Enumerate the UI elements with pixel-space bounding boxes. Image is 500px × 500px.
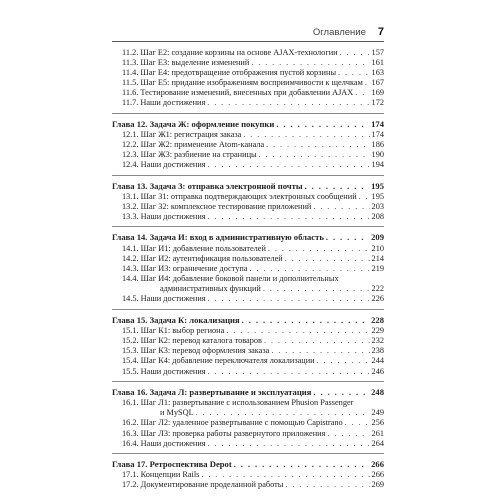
toc-chapter-heading bbox=[112, 459, 384, 470]
toc-entry bbox=[112, 48, 384, 58]
toc-entry-title: 14.1. Шаг И1: добавление пользователей bbox=[122, 244, 266, 253]
toc-leader-dots bbox=[208, 294, 370, 304]
toc-entry bbox=[112, 356, 384, 366]
toc-entry-page: 172 bbox=[371, 98, 384, 108]
toc-entry bbox=[112, 254, 384, 264]
toc-leader-dots bbox=[305, 181, 370, 192]
toc-leader-dots bbox=[285, 480, 369, 490]
toc-entry bbox=[112, 336, 384, 346]
toc-entry-title: 15.1. Шаг К1: выбор региона bbox=[122, 326, 225, 336]
toc-entry bbox=[112, 140, 384, 150]
toc-entry-continuation bbox=[122, 284, 384, 294]
toc-entry-page: 261 bbox=[371, 428, 384, 438]
toc-entry-page: 214 bbox=[371, 254, 384, 264]
toc-chapter-heading bbox=[112, 119, 384, 130]
running-header-title: Оглавление bbox=[312, 27, 366, 38]
toc-entry-title: 11.4. Шаг E4: предотвращение отображения пустой корзины bbox=[122, 68, 337, 78]
toc-entry bbox=[112, 294, 384, 304]
toc-entry-title: 11.5. Шаг E5: придание изображениям восприимчивости к щелчкам bbox=[122, 78, 363, 88]
toc-entry bbox=[112, 130, 384, 140]
toc-leader-dots bbox=[266, 140, 369, 150]
toc-leader-dots bbox=[345, 418, 370, 428]
toc-entry bbox=[112, 78, 384, 88]
toc-entry bbox=[112, 346, 384, 356]
toc-entry-page: 266 bbox=[371, 470, 384, 480]
toc-leader-dots bbox=[264, 336, 370, 346]
toc-entry bbox=[112, 326, 384, 336]
toc-entry-page: 244 bbox=[371, 356, 384, 366]
toc-entry-page: 229 bbox=[371, 326, 384, 336]
toc-leader-dots bbox=[207, 98, 369, 108]
toc-entry bbox=[112, 429, 384, 439]
toc-chapter-title: Глава 14. Задача И: вход в административную область bbox=[112, 232, 324, 243]
toc-entry-title: 15.4. Шаг К4: добавление переключателя локализации bbox=[122, 356, 315, 366]
toc-leader-dots bbox=[271, 346, 369, 356]
toc-entry-title: 11.2. Шаг E2: создание корзины на основе AJAX-технологии bbox=[122, 48, 338, 57]
toc-entry-page: 208 bbox=[371, 212, 384, 222]
toc-entry-page: 232 bbox=[371, 336, 384, 346]
toc-entry-title: 13.2. Шаг З2: комплексное тестирование приложений bbox=[122, 202, 312, 212]
toc-entry-page: 210 bbox=[371, 244, 384, 253]
toc-entry bbox=[112, 418, 384, 428]
toc-section-11-continued bbox=[112, 48, 384, 109]
toc-chapter-16 bbox=[112, 381, 384, 449]
toc-chapter-title: Глава 12. Задача Ж: оформление покупки bbox=[112, 118, 275, 129]
toc-leader-dots bbox=[242, 315, 369, 326]
toc-entry-title: 11.3. Шаг E3: выделение изменений bbox=[122, 58, 250, 68]
toc-entry bbox=[112, 68, 384, 78]
toc-leader-dots bbox=[365, 78, 370, 88]
toc-entry-page: 174 bbox=[371, 130, 384, 140]
toc-leader-dots bbox=[276, 119, 369, 130]
toc-entry bbox=[112, 480, 384, 490]
toc-chapter-page: 209 bbox=[371, 232, 384, 243]
toc-leader-dots bbox=[355, 88, 369, 98]
toc-chapter-14 bbox=[112, 226, 384, 304]
toc-entry-title: 12.2. Шаг Ж2: применение Atom-канала bbox=[122, 140, 265, 150]
toc-entry-title: 11.7. Наши достижения bbox=[122, 98, 206, 108]
toc-entry bbox=[112, 58, 384, 68]
toc-leader-dots bbox=[263, 284, 370, 294]
toc-leader-dots bbox=[359, 192, 370, 202]
toc-chapter-title: Глава 15. Задача К: локализация bbox=[112, 314, 240, 325]
toc-entry-page: 238 bbox=[371, 346, 384, 356]
toc-entry-page: 222 bbox=[371, 284, 384, 294]
table-of-contents bbox=[112, 48, 384, 490]
toc-entry-page: 167 bbox=[371, 78, 384, 88]
toc-entry-page: 249 bbox=[371, 408, 384, 418]
toc-chapter-page: 228 bbox=[371, 314, 384, 325]
toc-entry-title: 12.3. Шаг Ж3: разбиение на страницы bbox=[122, 150, 257, 160]
toc-entry-title: 11.6. Тестирование изменений, внесенных при добавлении AJAX bbox=[122, 88, 354, 98]
toc-entry-page: 256 bbox=[371, 418, 384, 428]
toc-entry-title: 13.1. Шаг З1: отправка подтверждающих электронных сообщений bbox=[122, 192, 357, 202]
toc-leader-dots bbox=[317, 356, 370, 366]
toc-leader-dots bbox=[285, 254, 370, 264]
toc-entry-title: 14.3. Шаг И3: ограничение доступа bbox=[122, 264, 248, 274]
toc-leader-dots bbox=[196, 408, 370, 418]
toc-entry bbox=[112, 212, 384, 222]
toc-entry bbox=[112, 160, 384, 170]
toc-chapter-heading bbox=[112, 232, 384, 243]
toc-chapter-title: Глава 17. Ретроспектива Depot bbox=[112, 458, 232, 469]
toc-leader-dots bbox=[208, 439, 370, 449]
toc-leader-dots bbox=[243, 130, 369, 140]
toc-chapter-13 bbox=[112, 175, 384, 223]
toc-entry-title: 14.5. Наши достижения bbox=[122, 294, 206, 304]
toc-leader-dots bbox=[313, 387, 369, 398]
toc-entry-page: 194 bbox=[371, 160, 384, 170]
toc-entry bbox=[112, 150, 384, 160]
header-divider bbox=[112, 41, 384, 42]
toc-entry-page: 190 bbox=[371, 150, 384, 160]
toc-entry bbox=[112, 264, 384, 274]
toc-entry-page: 169 bbox=[371, 88, 384, 98]
toc-leader-dots bbox=[201, 470, 369, 480]
toc-entry-title: 14.2. Шаг И2: аутентификация пользователей bbox=[122, 254, 283, 264]
toc-entry-page: 203 bbox=[371, 202, 384, 212]
toc-entry-page: 226 bbox=[371, 294, 384, 304]
toc-entry-title: 16.2. Шаг Л2: удаленное развертывание с помощью Capistrano bbox=[122, 418, 343, 428]
toc-leader-dots bbox=[234, 459, 369, 470]
toc-entry-title: 16.3. Шаг Л3: проверка работы развернутого приложения bbox=[122, 428, 326, 438]
toc-entry-wrapped bbox=[112, 398, 384, 418]
toc-entry-page: 264 bbox=[371, 438, 384, 448]
toc-leader-dots bbox=[338, 68, 370, 78]
toc-entry-page: 195 bbox=[371, 192, 384, 202]
toc-chapter-page: 266 bbox=[371, 458, 384, 469]
toc-entry-title: 13.3. Наши достижения bbox=[122, 212, 206, 222]
toc-entry-title: 15.3. Шаг К3: перевод оформления заказа bbox=[122, 346, 270, 356]
toc-leader-dots bbox=[208, 367, 370, 377]
toc-entry-page: 186 bbox=[371, 140, 384, 150]
toc-chapter-title: Глава 16. Задача Л: развертывание и эксплуатация bbox=[112, 386, 312, 397]
toc-entry-page: 219 bbox=[371, 264, 384, 274]
toc-leader-dots bbox=[226, 326, 369, 336]
page-number: 7 bbox=[377, 26, 384, 38]
toc-leader-dots bbox=[326, 232, 369, 243]
toc-entry-title: 17.1. Концепции Rails bbox=[122, 470, 200, 480]
toc-leader-dots bbox=[208, 160, 370, 170]
toc-entry-page: 157 bbox=[371, 48, 384, 57]
toc-entry bbox=[112, 88, 384, 98]
toc-entry-continuation bbox=[122, 408, 384, 418]
toc-chapter-17 bbox=[112, 453, 384, 491]
toc-leader-dots bbox=[327, 429, 369, 439]
toc-chapter-page: 248 bbox=[371, 386, 384, 397]
toc-entry-title: 16.4. Наши достижения bbox=[122, 438, 206, 448]
toc-leader-dots bbox=[259, 150, 370, 160]
toc-entry-title: 12.1. Шаг Ж1: регистрация заказа bbox=[122, 130, 242, 140]
toc-chapter-15 bbox=[112, 309, 384, 377]
toc-chapter-page: 195 bbox=[371, 180, 384, 191]
toc-entry bbox=[112, 367, 384, 377]
toc-entry bbox=[112, 439, 384, 449]
toc-entry-title-continued: административных функций bbox=[160, 284, 261, 294]
toc-entry-title-continued: и MySQL bbox=[160, 408, 194, 418]
toc-chapter-heading bbox=[112, 181, 384, 192]
toc-chapter-12 bbox=[112, 113, 384, 171]
toc-entry bbox=[112, 202, 384, 212]
toc-entry bbox=[112, 244, 384, 254]
toc-leader-dots bbox=[268, 244, 370, 254]
toc-entry-title: 16.1. Шаг Л1: развертывание с использованием Phusion Passenger bbox=[122, 398, 354, 408]
toc-chapter-heading bbox=[112, 387, 384, 398]
toc-leader-dots bbox=[250, 264, 370, 274]
toc-entry-title: 17.2. Документирование проделанной работы bbox=[122, 480, 284, 490]
toc-entry-title: 14.4. Шаг И4: добавление боковой панели и дополнительных bbox=[122, 274, 339, 284]
toc-entry-title: 15.2. Шаг К2: перевод каталога товаров bbox=[122, 336, 262, 346]
toc-entry-title: 12.4. Наши достижения bbox=[122, 160, 206, 170]
toc-leader-dots bbox=[340, 48, 370, 58]
toc-chapter-title: Глава 13. Задача З: отправка электронной почты bbox=[112, 180, 303, 191]
toc-chapter-heading bbox=[112, 315, 384, 326]
toc-leader-dots bbox=[313, 202, 369, 212]
toc-leader-dots bbox=[208, 212, 370, 222]
toc-chapter-page: 174 bbox=[371, 118, 384, 129]
toc-entry bbox=[112, 470, 384, 480]
toc-entry-page: 163 bbox=[371, 68, 384, 78]
toc-entry-page: 161 bbox=[371, 58, 384, 68]
toc-entry-wrapped bbox=[112, 274, 384, 294]
toc-entry-title: 15.5. Наши достижения bbox=[122, 366, 206, 376]
running-header bbox=[112, 26, 384, 40]
toc-leader-dots bbox=[251, 58, 369, 68]
toc-entry-page: 269 bbox=[371, 480, 384, 490]
toc-entry-page: 246 bbox=[371, 366, 384, 376]
toc-entry bbox=[112, 98, 384, 108]
toc-entry bbox=[112, 192, 384, 202]
